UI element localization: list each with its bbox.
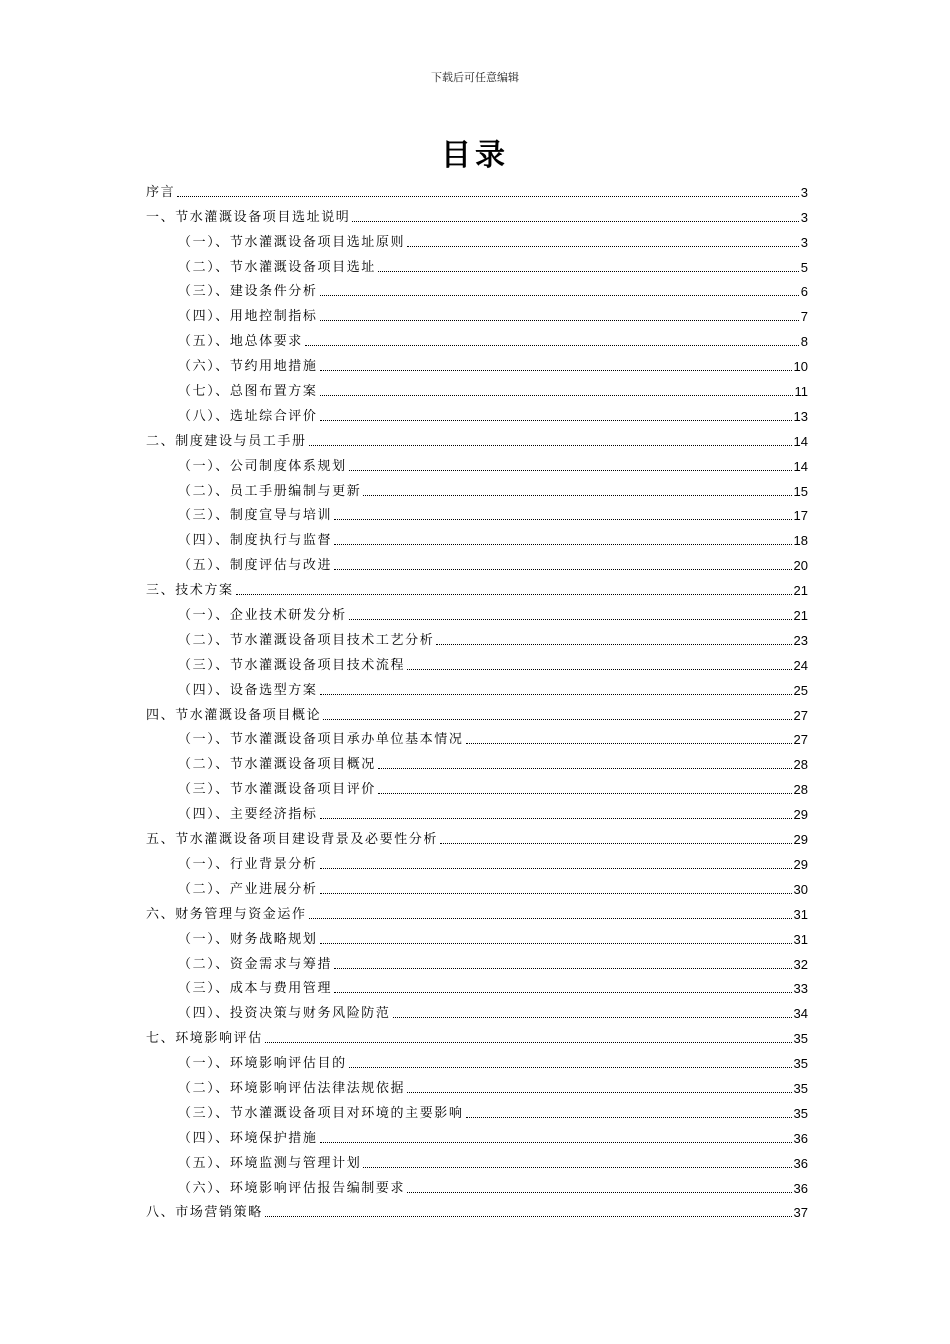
toc-dot-leader (466, 1117, 792, 1118)
toc-dot-leader (236, 594, 792, 595)
toc-entry-label: （四）、用地控制指标 (178, 309, 318, 325)
table-of-contents (146, 176, 808, 1221)
toc-dot-leader (320, 1142, 792, 1143)
toc-entry-label: （二）、资金需求与筹措 (178, 956, 333, 972)
toc-dot-leader (320, 370, 792, 371)
toc-entry[interactable] (146, 649, 808, 674)
toc-entry-label: （三）、节水灌溉设备项目技术流程 (178, 657, 406, 673)
toc-entry-label: （二）、节水灌溉设备项目概况 (178, 757, 376, 773)
toc-entry-label: 七、环境影响评估 (146, 1031, 263, 1047)
toc-entry-label: （三）、节水灌溉设备项目评价 (178, 782, 376, 798)
toc-dot-leader (363, 495, 791, 496)
toc-entry[interactable] (146, 1172, 808, 1197)
toc-entry-page-number: 33 (793, 981, 808, 997)
toc-entry-page-number: 15 (793, 483, 808, 499)
toc-entry-page-number: 21 (793, 583, 808, 599)
toc-entry-label: 二、制度建设与员工手册 (146, 433, 307, 449)
page-header: 下载后可任意编辑 (431, 71, 519, 84)
toc-entry-label: （五）、制度评估与改进 (178, 558, 333, 574)
toc-dot-leader (407, 669, 791, 670)
toc-entry[interactable] (146, 973, 808, 998)
toc-entry[interactable] (146, 524, 808, 549)
toc-entry-page-number: 36 (793, 1130, 808, 1146)
toc-entry[interactable] (146, 375, 808, 400)
toc-entry[interactable] (146, 1197, 808, 1222)
toc-entry-label: （四）、投资决策与财务风险防范 (178, 1006, 391, 1022)
toc-entry-label: （八）、选址综合评价 (178, 408, 318, 424)
toc-entry-label: 三、技术方案 (146, 583, 234, 599)
toc-entry-label: （三）、制度宣导与培训 (178, 508, 333, 524)
toc-dot-leader (309, 918, 792, 919)
toc-entry-label: 五、节水灌溉设备项目建设背景及必要性分析 (146, 832, 439, 848)
toc-entry[interactable] (146, 450, 808, 475)
toc-entry-page-number: 8 (800, 334, 808, 350)
toc-dot-leader (265, 1042, 792, 1043)
toc-entry[interactable] (146, 201, 808, 226)
toc-entry-page-number: 3 (800, 209, 808, 225)
toc-entry-page-number: 36 (793, 1180, 808, 1196)
toc-dot-leader (320, 868, 792, 869)
toc-dot-leader (393, 1017, 792, 1018)
toc-dot-leader (466, 743, 792, 744)
toc-entry[interactable] (146, 1147, 808, 1172)
toc-entry-label: （一）、行业背景分析 (178, 856, 318, 872)
toc-entry-page-number: 6 (800, 284, 808, 300)
toc-entry-label: （三）、节水灌溉设备项目对环境的主要影响 (178, 1105, 464, 1121)
toc-entry-label: 四、节水灌溉设备项目概论 (146, 707, 322, 723)
toc-entry[interactable] (146, 276, 808, 301)
toc-entry-page-number: 34 (793, 1006, 808, 1022)
toc-entry[interactable] (146, 674, 808, 699)
toc-entry-page-number: 30 (793, 881, 808, 897)
toc-entry-page-number: 17 (793, 508, 808, 524)
toc-entry-label: （四）、主要经济指标 (178, 807, 318, 823)
toc-entry[interactable] (146, 176, 808, 201)
toc-dot-leader (320, 295, 799, 296)
toc-entry-page-number: 35 (793, 1056, 808, 1072)
toc-entry-page-number: 27 (793, 732, 808, 748)
toc-entry[interactable] (146, 1022, 808, 1047)
page-title: 目录 (441, 138, 509, 173)
toc-entry-page-number: 28 (793, 782, 808, 798)
toc-entry[interactable] (146, 724, 808, 749)
toc-dot-leader (334, 519, 791, 520)
toc-entry[interactable] (146, 425, 808, 450)
toc-dot-leader (352, 221, 798, 222)
toc-dot-leader (265, 1216, 792, 1217)
toc-entry[interactable] (146, 1097, 808, 1122)
toc-entry-label: （二）、环境影响评估法律法规依据 (178, 1080, 406, 1096)
toc-entry[interactable] (146, 574, 808, 599)
toc-entry[interactable] (146, 923, 808, 948)
toc-entry-page-number: 29 (793, 832, 808, 848)
toc-entry-label: 序言 (146, 184, 176, 200)
toc-entry-page-number: 24 (793, 657, 808, 673)
toc-entry[interactable] (146, 325, 808, 350)
toc-entry-label: （二）、节水灌溉设备项目选址 (178, 259, 376, 275)
toc-dot-leader (378, 271, 799, 272)
toc-entry-page-number: 31 (793, 931, 808, 947)
toc-entry[interactable] (146, 997, 808, 1022)
toc-dot-leader (349, 1067, 792, 1068)
toc-entry-page-number: 14 (793, 458, 808, 474)
toc-entry-label: （一）、公司制度体系规划 (178, 458, 347, 474)
toc-entry-page-number: 36 (793, 1155, 808, 1171)
toc-entry-label: （五）、地总体要求 (178, 334, 303, 350)
toc-entry-page-number: 29 (793, 807, 808, 823)
toc-entry-label: （六）、节约用地措施 (178, 359, 318, 375)
toc-entry[interactable] (146, 848, 808, 873)
toc-entry[interactable] (146, 300, 808, 325)
toc-dot-leader (378, 768, 792, 769)
toc-entry-label: （一）、财务战略规划 (178, 931, 318, 947)
toc-dot-leader (309, 445, 792, 446)
toc-dot-leader (378, 793, 792, 794)
toc-entry[interactable] (146, 1047, 808, 1072)
toc-entry-page-number: 32 (793, 956, 808, 972)
toc-entry-page-number: 37 (793, 1205, 808, 1221)
toc-dot-leader (323, 719, 791, 720)
toc-dot-leader (320, 893, 792, 894)
toc-dot-leader (440, 843, 792, 844)
toc-entry-label: 六、财务管理与资金运作 (146, 906, 307, 922)
toc-entry-label: （四）、制度执行与监督 (178, 533, 333, 549)
toc-entry[interactable] (146, 599, 808, 624)
toc-entry-page-number: 31 (793, 906, 808, 922)
toc-dot-leader (320, 420, 792, 421)
toc-entry-page-number: 13 (793, 408, 808, 424)
toc-entry-page-number: 28 (793, 757, 808, 773)
toc-dot-leader (320, 694, 792, 695)
toc-entry-label: （七）、总图布置方案 (178, 384, 318, 400)
toc-entry-label: （四）、设备选型方案 (178, 682, 318, 698)
toc-entry-page-number: 11 (794, 384, 808, 400)
toc-entry-page-number: 27 (793, 707, 808, 723)
toc-dot-leader (320, 818, 792, 819)
toc-entry[interactable] (146, 475, 808, 500)
toc-dot-leader (320, 395, 793, 396)
toc-entry-page-number: 23 (793, 632, 808, 648)
toc-entry[interactable] (146, 748, 808, 773)
toc-entry-page-number: 3 (800, 184, 808, 200)
toc-entry-page-number: 5 (800, 259, 808, 275)
toc-entry-label: （三）、成本与费用管理 (178, 981, 333, 997)
toc-entry-page-number: 35 (793, 1105, 808, 1121)
toc-entry-label: （二）、节水灌溉设备项目技术工艺分析 (178, 632, 435, 648)
toc-entry-label: （一）、环境影响评估目的 (178, 1056, 347, 1072)
toc-entry-page-number: 21 (793, 608, 808, 624)
toc-entry[interactable] (146, 1072, 808, 1097)
toc-entry[interactable] (146, 624, 808, 649)
toc-entry[interactable] (146, 699, 808, 724)
toc-dot-leader (305, 345, 799, 346)
toc-entry[interactable] (146, 773, 808, 798)
toc-entry[interactable] (146, 350, 808, 375)
toc-entry[interactable] (146, 226, 808, 251)
toc-dot-leader (177, 196, 799, 197)
toc-entry[interactable] (146, 823, 808, 848)
toc-entry-page-number: 14 (793, 433, 808, 449)
toc-entry[interactable] (146, 873, 808, 898)
toc-entry-label: （五）、环境监测与管理计划 (178, 1155, 362, 1171)
toc-entry-page-number: 18 (793, 533, 808, 549)
toc-entry-label: （六）、环境影响评估报告编制要求 (178, 1180, 406, 1196)
toc-entry-page-number: 3 (800, 234, 808, 250)
toc-dot-leader (320, 320, 799, 321)
toc-entry[interactable] (146, 798, 808, 823)
toc-dot-leader (407, 1092, 791, 1093)
toc-entry[interactable] (146, 500, 808, 525)
toc-entry-label: （三）、建设条件分析 (178, 284, 318, 300)
toc-dot-leader (334, 968, 791, 969)
toc-dot-leader (407, 246, 799, 247)
toc-dot-leader (320, 943, 792, 944)
toc-entry[interactable] (146, 898, 808, 923)
toc-entry-page-number: 35 (793, 1031, 808, 1047)
toc-entry-label: （二）、产业进展分析 (178, 881, 318, 897)
toc-entry[interactable] (146, 400, 808, 425)
toc-entry-page-number: 10 (793, 359, 808, 375)
toc-entry[interactable] (146, 948, 808, 973)
toc-entry-page-number: 29 (793, 856, 808, 872)
toc-dot-leader (436, 644, 791, 645)
toc-entry-label: （一）、节水灌溉设备项目承办单位基本情况 (178, 732, 464, 748)
toc-dot-leader (334, 569, 791, 570)
toc-entry-label: （一）、企业技术研发分析 (178, 608, 347, 624)
toc-dot-leader (363, 1167, 791, 1168)
toc-entry-label: （四）、环境保护措施 (178, 1130, 318, 1146)
toc-dot-leader (349, 470, 792, 471)
toc-entry-label: 八、市场营销策略 (146, 1205, 263, 1221)
toc-dot-leader (349, 619, 792, 620)
toc-entry-label: （一）、节水灌溉设备项目选址原则 (178, 234, 406, 250)
toc-entry-page-number: 25 (793, 682, 808, 698)
toc-entry[interactable] (146, 549, 808, 574)
toc-entry-label: （二）、员工手册编制与更新 (178, 483, 362, 499)
toc-entry[interactable] (146, 251, 808, 276)
toc-dot-leader (407, 1192, 791, 1193)
toc-entry-page-number: 7 (800, 309, 808, 325)
toc-entry-page-number: 35 (793, 1080, 808, 1096)
toc-entry-label: 一、节水灌溉设备项目选址说明 (146, 209, 351, 225)
toc-entry-page-number: 20 (793, 558, 808, 574)
toc-dot-leader (334, 544, 791, 545)
toc-entry[interactable] (146, 1122, 808, 1147)
toc-dot-leader (334, 992, 791, 993)
